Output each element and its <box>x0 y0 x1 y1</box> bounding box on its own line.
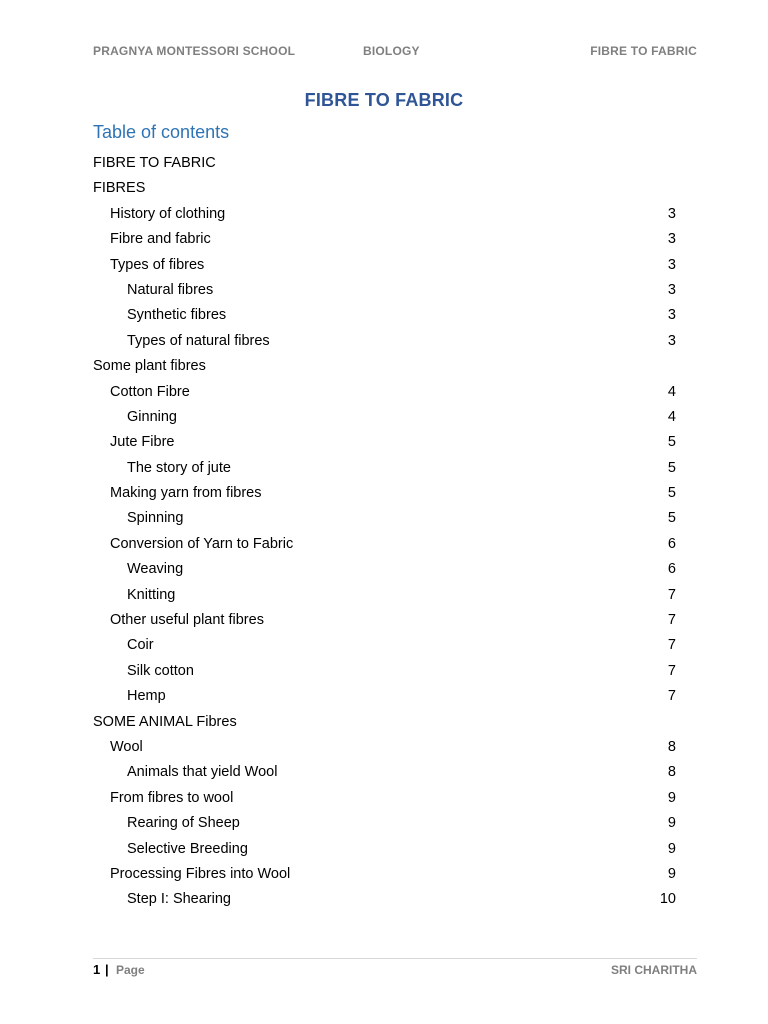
toc-entry[interactable] <box>93 380 676 405</box>
toc-entry-page: 6 <box>667 535 676 552</box>
toc-entry-title: Making yarn from fibres <box>110 485 262 502</box>
toc-entry[interactable] <box>93 735 676 760</box>
footer-author: SRI CHARITHA <box>611 963 697 977</box>
toc-entry-page: 8 <box>667 764 676 781</box>
toc-entry-page: 7 <box>667 662 676 679</box>
page-header <box>93 44 697 62</box>
toc-entry-page: 5 <box>667 459 676 476</box>
toc-entry-title: Spinning <box>127 510 184 527</box>
toc-entry[interactable] <box>93 202 676 227</box>
toc-entry-page: 4 <box>667 383 676 400</box>
toc-entry[interactable] <box>93 176 676 201</box>
toc-entry-title: Fibre and fabric <box>110 231 211 248</box>
toc-entry[interactable] <box>93 760 676 785</box>
toc-entry-title: Hemp <box>127 688 166 705</box>
toc-entry-title: Step I: Shearing <box>127 891 231 908</box>
footer-page-number: 1 <box>93 962 101 977</box>
toc-entry-title: Selective Breeding <box>127 840 248 857</box>
toc-entry-title: The story of jute <box>127 459 231 476</box>
toc-entry-page: 3 <box>667 231 676 248</box>
toc-entry[interactable] <box>93 837 676 862</box>
toc-entry-title: Jute Fibre <box>110 434 175 451</box>
toc-entry[interactable] <box>93 608 676 633</box>
toc-entry-page: 4 <box>667 408 676 425</box>
toc-entry-title: FIBRE TO FABRIC <box>93 155 216 171</box>
toc-entry[interactable] <box>93 227 676 252</box>
toc-entry[interactable] <box>93 887 676 912</box>
toc-entry-page: 9 <box>667 815 676 832</box>
toc-entry-page: 3 <box>667 256 676 273</box>
page-footer <box>93 962 697 980</box>
toc-entry-title: SOME ANIMAL Fibres <box>93 713 237 730</box>
toc-entry-title: From fibres to wool <box>110 789 234 806</box>
header-school: PRAGNYA MONTESSORI SCHOOL <box>93 44 296 58</box>
table-of-contents <box>93 151 676 913</box>
toc-entry-page: 3 <box>667 281 676 298</box>
toc-heading: Table of contents <box>93 122 230 142</box>
footer-page-label: Page <box>116 963 145 977</box>
toc-entry-page: 5 <box>667 485 676 502</box>
toc-entry-page: 3 <box>667 307 676 324</box>
toc-entry[interactable] <box>93 583 676 608</box>
toc-entry-title: Conversion of Yarn to Fabric <box>110 535 294 552</box>
toc-entry-page: 6 <box>667 561 676 578</box>
toc-entry-title: Ginning <box>127 408 177 425</box>
toc-entry[interactable] <box>93 456 676 481</box>
toc-entry-title: Natural fibres <box>127 281 214 298</box>
toc-entry-title: History of clothing <box>110 205 226 222</box>
toc-entry-title: Coir <box>127 637 154 654</box>
toc-entry[interactable] <box>93 481 676 506</box>
toc-entry-title: Cotton Fibre <box>110 383 190 400</box>
toc-entry-title: Rearing of Sheep <box>127 815 240 832</box>
toc-entry[interactable] <box>93 329 676 354</box>
footer-divider <box>93 958 697 959</box>
toc-entry-title: Types of natural fibres <box>127 332 270 349</box>
toc-entry-page: 7 <box>667 612 676 629</box>
toc-entry-page: 5 <box>667 510 676 527</box>
toc-entry-page: 5 <box>667 434 676 451</box>
toc-entry-title: Types of fibres <box>110 256 205 273</box>
toc-entry[interactable] <box>93 405 676 430</box>
toc-entry-title: Knitting <box>127 586 176 603</box>
toc-entry[interactable] <box>93 253 676 278</box>
toc-entry-page: 3 <box>667 205 676 222</box>
toc-entry[interactable] <box>93 684 676 709</box>
toc-entry[interactable] <box>93 710 676 735</box>
toc-entry-title: FIBRES <box>93 180 146 197</box>
toc-entry-title: Weaving <box>127 561 184 578</box>
toc-entry-title: Animals that yield Wool <box>127 764 278 781</box>
toc-entry-page: 7 <box>667 688 676 705</box>
document-title: FIBRE TO FABRIC <box>304 90 464 110</box>
toc-entry-title: Some plant fibres <box>93 358 206 375</box>
toc-entry-title: Other useful plant fibres <box>110 612 264 629</box>
toc-entry-page: 7 <box>667 586 676 603</box>
toc-entry-title: Wool <box>110 738 143 755</box>
toc-entry-page: 9 <box>667 840 676 857</box>
toc-entry[interactable] <box>93 506 676 531</box>
toc-entry-page: 8 <box>667 738 676 755</box>
toc-entry-page: 10 <box>659 891 676 908</box>
toc-entry[interactable] <box>93 278 676 303</box>
toc-entry-page: 9 <box>667 865 676 882</box>
toc-entry-page: 3 <box>667 332 676 349</box>
toc-entry[interactable] <box>93 786 676 811</box>
toc-entry[interactable] <box>93 151 676 176</box>
toc-entry[interactable] <box>93 811 676 836</box>
toc-entry-title: Processing Fibres into Wool <box>110 865 291 882</box>
toc-entry[interactable] <box>93 354 676 379</box>
toc-entry[interactable] <box>93 633 676 658</box>
toc-entry-page: 9 <box>667 789 676 806</box>
header-topic: FIBRE TO FABRIC <box>590 44 697 58</box>
toc-entry[interactable] <box>93 303 676 328</box>
toc-entry-title: Synthetic fibres <box>127 307 227 324</box>
toc-entry-page: 7 <box>667 637 676 654</box>
toc-entry[interactable] <box>93 430 676 455</box>
toc-entry-title: Silk cotton <box>127 662 194 679</box>
toc-entry[interactable] <box>93 659 676 684</box>
toc-entry[interactable] <box>93 862 676 887</box>
footer-separator: | <box>105 962 109 977</box>
toc-entry[interactable] <box>93 557 676 582</box>
header-subject: BIOLOGY <box>363 44 420 58</box>
toc-entry[interactable] <box>93 532 676 557</box>
